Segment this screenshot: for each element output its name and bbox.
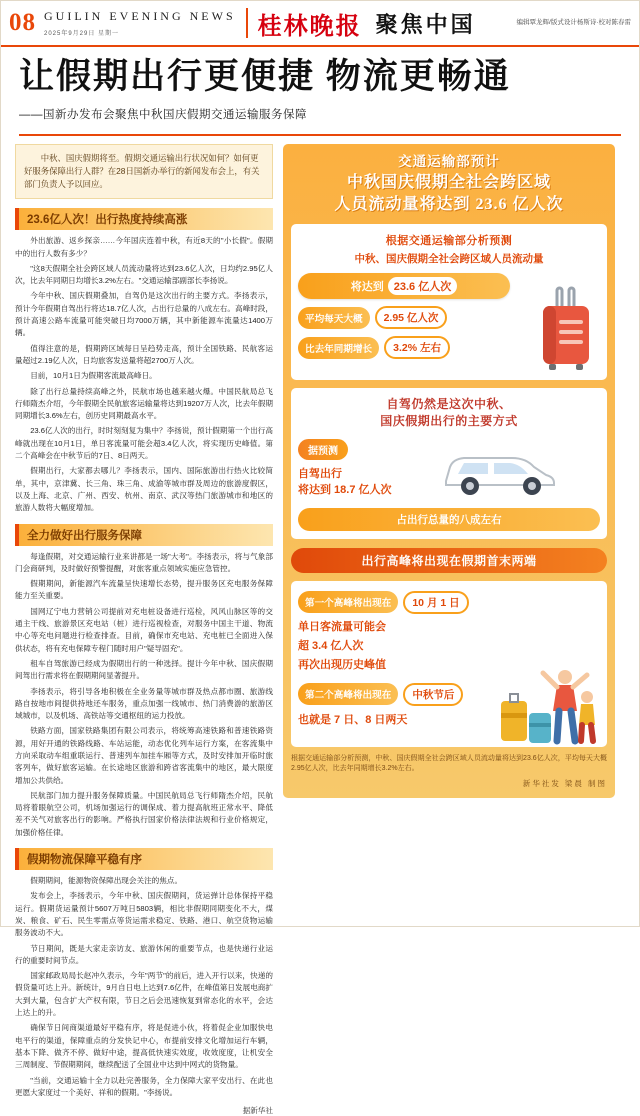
panel2-tag: 据预测 bbox=[298, 439, 348, 460]
peak1-label: 第一个高峰将出现在 bbox=[298, 591, 398, 613]
infographic-title-line3: 人员流动量将达到 23.6 亿人次 bbox=[334, 195, 564, 213]
masthead-divider bbox=[246, 8, 248, 38]
issue-date: 2025年9月29日 星期一 bbox=[44, 31, 120, 37]
peak1-value: 10 月 1 日 bbox=[403, 591, 468, 614]
panel-self-driving bbox=[291, 388, 607, 539]
panel2-title bbox=[298, 396, 600, 431]
suitcase-icon bbox=[533, 286, 597, 372]
paragraph: 民航部门加力提升服务保障质量。中国民航局总飞行师隋杰介绍，民航局将着眼航空公司，机场加强运行的调保成、着力提高航班正常水平、降低差不关气对旅客出行的影响。严格执行国家价格法律法规和行业价格规定，加强价格任律。 bbox=[15, 790, 273, 837]
paragraph: 外出旅游、返乡探亲……今年国庆连着中秋，有近8天的"小长假"。假期中的出行人数有多少？ bbox=[15, 236, 273, 258]
paragraph: 假期期间，新能源汽车流量呈快速增长态势，提升服务区充电服务保障能力至关重要。 bbox=[15, 579, 273, 601]
paragraph: "当前，交通运输十全力以赴完善服务，全力保障大家平安出行、在此也更愿大家度过一个美好、祥和的假期。"李扬说。 bbox=[15, 1075, 273, 1097]
masthead-credits: 编辑覃龙辉/版式设计杨斯诗·校对陈春雷 bbox=[516, 19, 631, 27]
panel1-growth-value: 3.2% 左右 bbox=[384, 336, 450, 359]
infographic-title bbox=[291, 153, 607, 216]
section-heading-1: 23.6亿人次！出行热度持续高涨 bbox=[15, 208, 273, 230]
paragraph: 假期出行，大家都去哪儿？李扬表示，国内、国际旅游出行热火比较简单，其中，京津冀、长三角、珠三角、成渝等城市群及周边的旅游度假区，以及上海、北京、广州、西安、杭州、南京、武汉等热门旅游城市和地区的旅游人数将大幅度增加。 bbox=[15, 466, 273, 513]
subheadline: ——国新办发布会聚焦中秋国庆假期交通运输服务保障 bbox=[19, 109, 307, 122]
panel2-title-line2: 国庆假期出行的主要方式 bbox=[380, 414, 518, 429]
paragraph: 每逢假期，对交通运输行业来讲都是一场"大考"。李扬表示，将与气象部门会商研判，及时做好预警提醒，对旅客重点领域实施应急管控。 bbox=[15, 551, 273, 573]
infographic-title-line1: 交通运输部预计 bbox=[398, 154, 500, 170]
paragraph: 国网辽宁电力营销公司提前对充电桩设备进行巡检，风风山脉区等的交通主干线、旅游景区充电站（桩）进行巡视检查，对服务中国主干道、物流中心等充电问题进行检查排查。目前，确保市充电站、充电桩已全面进入保供状态，将有充电保障专程门随时用户"疑导固充"。 bbox=[15, 606, 273, 653]
paragraph: 今年中秋、国庆假期叠加，自驾仍是这次出行的主要方式。李扬表示，预计今年假期自驾出行将达18.7亿人次，占出行总量的八成左右。高峰时段，预计高速公路车流量可能突破日均7000万辆，其中新能源车流量达1400万辆。 bbox=[15, 291, 273, 338]
infographic-title-line2: 中秋国庆假期全社会跨区域 bbox=[346, 173, 551, 191]
paper-logo: 桂林晚报 bbox=[257, 13, 362, 40]
paragraph: 李扬表示，将引导各地积极在全业务量等城市群及热点都市圈、旅游线路自按地市间提供持地还车服务，重点加强一线城市、热门消费游的旅游区域城市，以及机场、高铁站等交通枢纽的运力投放。 bbox=[15, 686, 273, 721]
panel1-daily-value: 2.95 亿人次 bbox=[375, 306, 448, 329]
panel2-title-line1: 自驾仍然是这次中秋、 bbox=[386, 397, 512, 412]
peak1-sub2: 超 3.4 亿人次 bbox=[298, 640, 364, 653]
lead-paragraph: 中秋、国庆假期将至。假期交通运输出行状况如何？如何更好服务保障出行人群？在28日国新办举行的新闻发布会上，有关部门负责人予以回应。 bbox=[15, 144, 273, 199]
paragraph: 租车自驾旅游已经成为假期出行的一种选择。提计今年中秋、国庆假期间驾出行需求将在假期期间显著提升。 bbox=[15, 658, 273, 681]
paragraph: 值得注意的是，假期跨区域每日呈趋势走高，预计全国铁路、民航客运量超过2.19亿人次，日均旅客发送量将超2700万人次。 bbox=[15, 343, 273, 365]
english-paper-name: GUILIN EVENING NEWS bbox=[44, 9, 236, 23]
paragraph: "这8天假期全社会跨区域人员流动量将达到23.6亿人次，日均约2.95亿人次，比去年同期日均增长3.2%左右。"交通运输部副部长李扬说。 bbox=[15, 263, 273, 286]
headline: 让假期出行更便捷 物流更畅通 bbox=[19, 57, 511, 96]
paragraph: 目前，10月1日为假期客流最高峰日。 bbox=[30, 371, 157, 381]
infographic-card bbox=[283, 144, 615, 798]
paragraph: 确保节日间商渠道最好平稳有序，将是促进小伙，将着促企业加服快电电平行的渠道，保障重点的分发快记中心，布提前安排文化增加运行车辆，基本下降、做齐不停、做好中途，提高低快速实效度，收效度度，让机安全三周制度、节假期期间，继续配送了全国业中达到中网式的货物量。 bbox=[15, 1023, 273, 1070]
left-column bbox=[15, 144, 273, 1116]
car-icon bbox=[434, 441, 564, 497]
panel1-growth-label: 比去年同期增长 bbox=[298, 337, 379, 359]
paragraph: 假期期间，能源物资保障出现会关注的焦点。 bbox=[30, 876, 183, 886]
panel1-daily-row bbox=[298, 306, 510, 329]
panel2-line2: 将达到 18.7 亿人次 bbox=[298, 484, 392, 497]
panel1-growth-row bbox=[298, 336, 510, 359]
section-title: 聚焦中国 bbox=[375, 11, 476, 37]
page-number: 08 bbox=[9, 9, 36, 36]
panel1-daily-label: 平均每天大概 bbox=[298, 307, 370, 329]
section-heading-2: 全力做好出行服务保障 bbox=[15, 524, 273, 546]
paragraph: 节日期间，既是大家走亲访友、旅游休闲的重要节点，也是快递行业运行的重要时间节点。 bbox=[15, 943, 273, 965]
section-heading-3: 假期物流保障平稳有序 bbox=[15, 848, 273, 870]
paragraph: 除了出行总量持续高峰之外，民航市场也越来越火爆。中国民航局总飞行师隋杰介绍，今年假期全民航旅客运输量将达到19207万人次，比去年假期同期增长3.6%左右，创历史同期最高水平。 bbox=[15, 386, 273, 421]
panel1-head: 根据交通运输部分析预测 bbox=[385, 235, 513, 248]
family-travel-icon bbox=[499, 661, 603, 747]
headline-block bbox=[1, 47, 639, 126]
paragraph: 发布会上，李扬表示，今年中秋、国庆假期间，货运弹计总体保持平稳运行。假期货运量预计5607万吨日5803辆，相比非假期同期变化不大，煤炭、粮食、矿石、民生零需点等货运需求稳定、铁路、港口、航空货物运输服务波动不大。 bbox=[15, 891, 273, 938]
peak2-label: 第二个高峰将出现在 bbox=[298, 683, 398, 705]
paragraph: 铁路方面，国家铁路集团有限公司表示，将统筹高速铁路和普速铁路资源，用好开通的铁路线路、车站运能，动态优化列车运行方案，在客流集中方向采取动车组重联运行、普速列车加挂车厢等方式，及时安排加开临时旅客列车，做好旅客运输。在长途地区旅游和跨省客流集中的地区，最大限度增加公共供给。 bbox=[15, 726, 273, 785]
peak1-row bbox=[298, 591, 600, 614]
peak1-sub1: 单日客流量可能会 bbox=[298, 620, 386, 633]
paragraph: 国家邮政局局长赵冲久表示，今年"两节"的前后，进入开行以来，快递的假货量可达上升。新统计，9月自日电上达到7.6亿件，在峰值第日发展电商扩大到大量，包含扩大产权有限，节日之后会迅速恢复到常态化的水平，会达上达上的升。 bbox=[15, 971, 273, 1018]
peak2-sub: 也就是 7 日、8 日两天 bbox=[298, 713, 408, 726]
panel1-pill-label: 将达到 bbox=[350, 281, 384, 294]
panel-peaks bbox=[291, 581, 607, 747]
panel2-line1: 自驾出行 bbox=[298, 467, 342, 480]
panel3-band: 出行高峰将出现在假期首末两端 bbox=[291, 548, 607, 573]
peak1-sub3: 再次出现历史峰值 bbox=[298, 659, 386, 672]
paragraph: 23.6亿人次的出行，时时刻刻复为集中？李扬说，预计假期第一个出行高峰就出现在10月1日，单日客流量可能会超3.4亿人次，将实现历史峰值。第二个高峰会在中秋节后的7日、8日两天。 bbox=[15, 426, 273, 461]
panel2-share-bar: 占出行总量的八成左右 bbox=[298, 508, 600, 531]
masthead bbox=[1, 1, 639, 47]
peak2-value: 中秋节后 bbox=[403, 683, 463, 706]
masthead-left bbox=[44, 9, 236, 37]
infographic-credit: 新华社发 梁晨 制图 bbox=[522, 778, 607, 788]
panel1-subhead: 中秋、国庆假期全社会跨区域人员流动量 bbox=[354, 253, 544, 266]
byline: 据新华社 bbox=[242, 1106, 273, 1116]
infographic-column bbox=[283, 144, 615, 1116]
panel-flow-forecast bbox=[291, 224, 607, 380]
infographic-footnote: 根据交通运输部分析预测，中秋、国庆假期全社会跨区域人员流动量将达到23.6亿人次，平均每天大概2.95亿人次，比去年同期增长3.2%左右。 bbox=[291, 754, 607, 773]
panel1-total-pill bbox=[298, 273, 510, 299]
panel1-pill-value: 23.6 亿人次 bbox=[388, 277, 457, 295]
article-body bbox=[1, 136, 639, 1116]
